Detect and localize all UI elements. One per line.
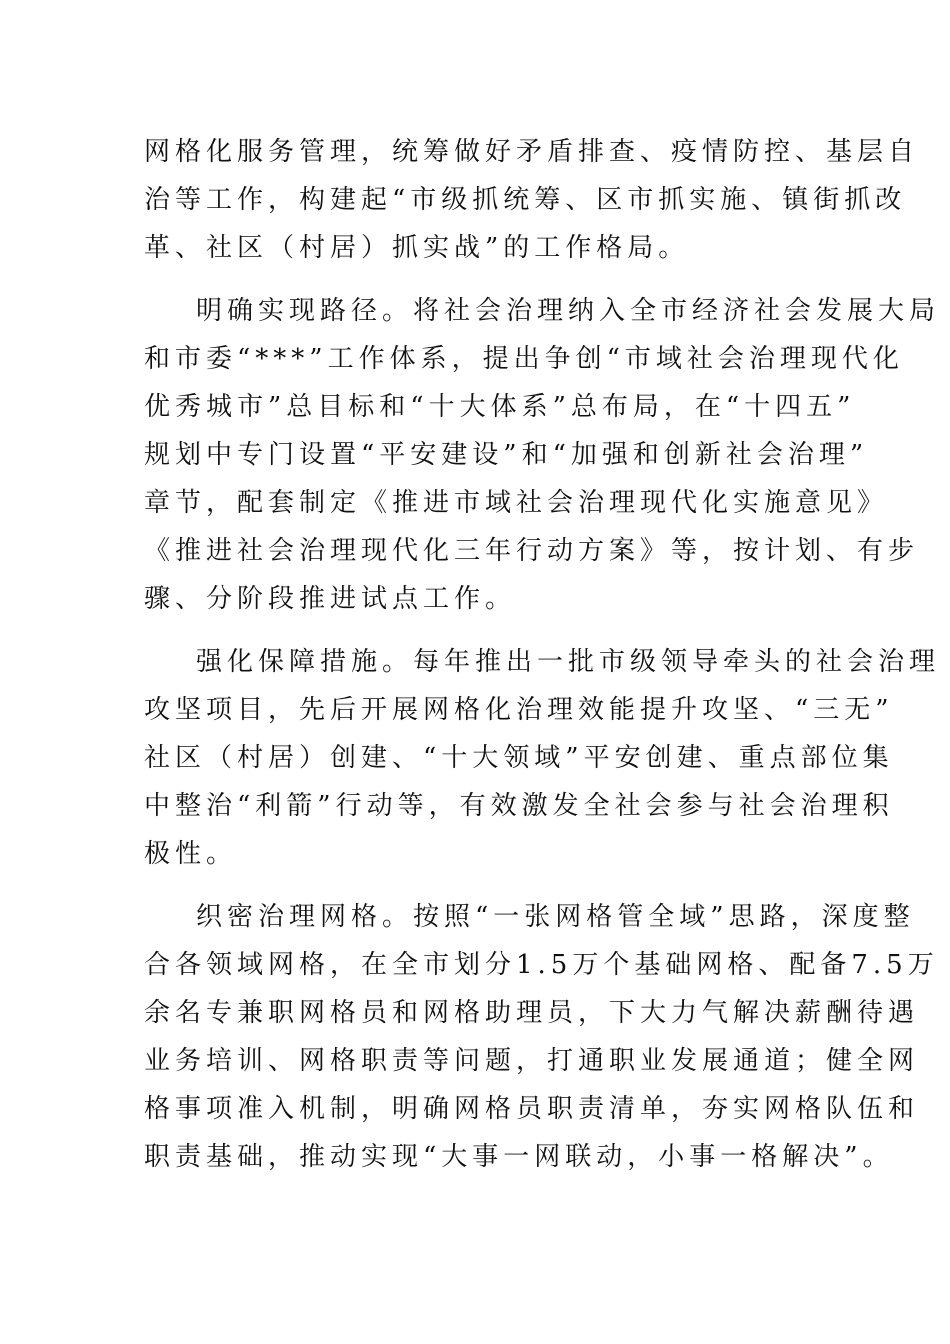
text-line: 和市委“***”工作体系，提出争创“市域社会治理现代化: [144, 344, 904, 374]
text-line: 格事项准入机制，明确网格员职责清单，夯实网格队伍和: [144, 1094, 920, 1124]
paragraph-safeguard-measures: [144, 638, 941, 878]
text-line: 职责基础，推动实现“大事一网联动，小事一格解决”。: [144, 1142, 894, 1172]
text-line: 优秀城市”总目标和“十大体系”总布局，在“十四五”: [144, 392, 856, 422]
paragraph-grid-management-continued: [144, 128, 920, 272]
document-body: [144, 128, 941, 1196]
text-line: 治等工作，构建起“市级抓统筹、区市抓实施、镇街抓改: [144, 185, 907, 215]
text-line: 明确实现路径。将社会治理纳入全市经济社会发展大局: [196, 296, 941, 326]
text-line: 规划中专门设置“平安建设”和“加强和创新社会治理”: [144, 440, 869, 470]
text-line: 余名专兼职网格员和网格助理员，下大力气解决薪酬待遇: [144, 998, 920, 1028]
text-line: 社区（村居）创建、“十大领域”平安创建、重点部位集: [144, 743, 894, 773]
text-line: 强化保障措施。每年推出一批市级领导牵头的社会治理: [196, 647, 941, 677]
text-line: 革、社区（村居）抓实战”的工作格局。: [144, 233, 690, 263]
text-line: 《推进社会治理现代化三年行动方案》等，按计划、有步: [144, 536, 920, 566]
text-line: 合各领域网格，在全市划分1.5万个基础网格、配备7.5万: [144, 950, 939, 980]
text-line: 中整治“利箭”行动等，有效激发全社会参与社会治理积: [144, 791, 894, 821]
text-line: 攻坚项目，先后开展网格化治理效能提升攻坚、“三无”: [144, 695, 894, 725]
paragraph-implementation-path: [144, 287, 941, 623]
text-line: 极性。: [144, 839, 238, 869]
text-line: 织密治理网格。按照“一张网格管全域”思路，深度整: [196, 902, 915, 932]
text-line: 章节，配套制定《推进市域社会治理现代化实施意见》: [144, 488, 889, 518]
text-line: 业务培训、网格职责等问题，打通职业发展通道；健全网: [144, 1046, 920, 1076]
paragraph-governance-grid: [144, 893, 939, 1181]
text-line: 网格化服务管理，统筹做好矛盾排查、疫情防控、基层自: [144, 137, 920, 167]
text-line: 骤、分阶段推进试点工作。: [144, 584, 517, 614]
